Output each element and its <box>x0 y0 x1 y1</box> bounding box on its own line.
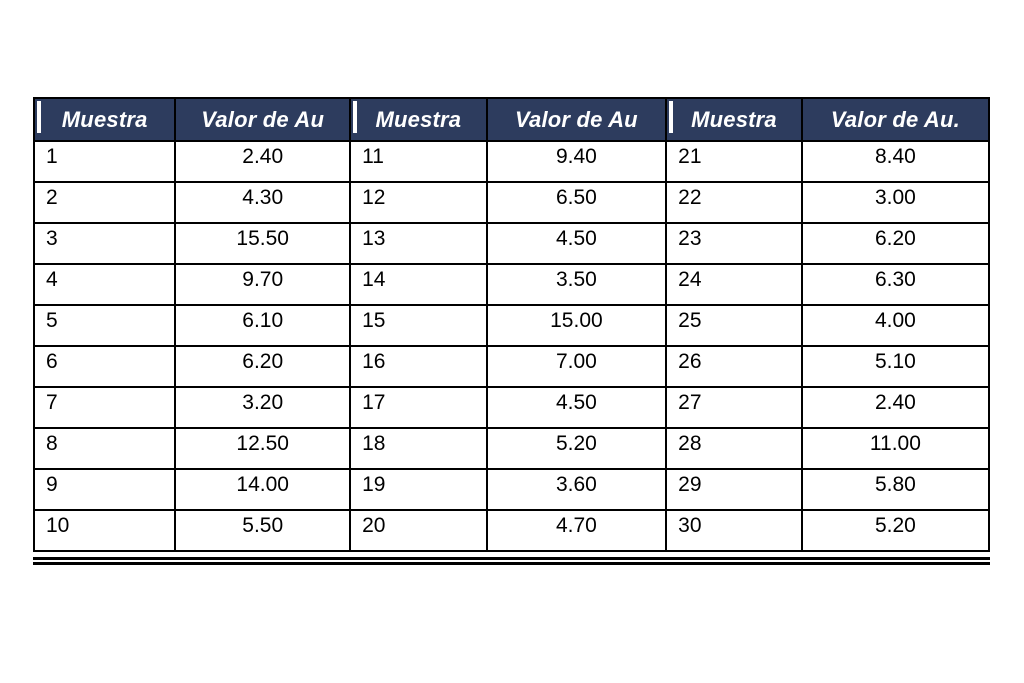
muestra-cell: 9 <box>34 469 175 510</box>
valor-cell: 6.20 <box>175 346 350 387</box>
valor-cell: 5.20 <box>802 510 989 551</box>
header-valor-3: Valor de Au. <box>802 98 989 141</box>
table-row <box>34 182 989 223</box>
muestra-cell: 24 <box>666 264 802 305</box>
table-bottom-double-rule <box>33 557 990 565</box>
muestra-cell: 14 <box>350 264 487 305</box>
valor-cell: 8.40 <box>802 141 989 182</box>
valor-cell: 4.00 <box>802 305 989 346</box>
valor-cell: 11.00 <box>802 428 989 469</box>
valor-cell: 2.40 <box>802 387 989 428</box>
header-muestra-2: Muestra <box>350 98 487 141</box>
table-row <box>34 264 989 305</box>
valor-cell: 6.50 <box>487 182 667 223</box>
valor-cell: 5.10 <box>802 346 989 387</box>
muestra-cell: 23 <box>666 223 802 264</box>
muestra-cell: 17 <box>350 387 487 428</box>
table-body <box>34 141 989 551</box>
muestra-cell: 11 <box>350 141 487 182</box>
gold-values-table <box>33 97 990 552</box>
muestra-cell: 1 <box>34 141 175 182</box>
muestra-cell: 26 <box>666 346 802 387</box>
valor-cell: 4.50 <box>487 223 667 264</box>
muestra-cell: 6 <box>34 346 175 387</box>
muestra-cell: 20 <box>350 510 487 551</box>
muestra-cell: 19 <box>350 469 487 510</box>
header-muestra-3: Muestra <box>666 98 802 141</box>
table-row <box>34 387 989 428</box>
header-muestra-1: Muestra <box>34 98 175 141</box>
valor-cell: 9.70 <box>175 264 350 305</box>
muestra-cell: 28 <box>666 428 802 469</box>
valor-cell: 15.50 <box>175 223 350 264</box>
muestra-cell: 10 <box>34 510 175 551</box>
muestra-cell: 13 <box>350 223 487 264</box>
valor-cell: 2.40 <box>175 141 350 182</box>
gold-values-table-container <box>33 97 990 565</box>
valor-cell: 12.50 <box>175 428 350 469</box>
muestra-cell: 21 <box>666 141 802 182</box>
valor-cell: 5.20 <box>487 428 667 469</box>
muestra-cell: 4 <box>34 264 175 305</box>
valor-cell: 4.30 <box>175 182 350 223</box>
muestra-cell: 30 <box>666 510 802 551</box>
muestra-cell: 8 <box>34 428 175 469</box>
muestra-cell: 18 <box>350 428 487 469</box>
muestra-cell: 22 <box>666 182 802 223</box>
muestra-cell: 16 <box>350 346 487 387</box>
header-valor-2: Valor de Au <box>487 98 667 141</box>
valor-cell: 4.50 <box>487 387 667 428</box>
table-row <box>34 141 989 182</box>
valor-cell: 9.40 <box>487 141 667 182</box>
muestra-cell: 12 <box>350 182 487 223</box>
valor-cell: 6.20 <box>802 223 989 264</box>
table-row <box>34 469 989 510</box>
muestra-cell: 15 <box>350 305 487 346</box>
muestra-cell: 3 <box>34 223 175 264</box>
muestra-cell: 27 <box>666 387 802 428</box>
valor-cell: 3.20 <box>175 387 350 428</box>
valor-cell: 3.00 <box>802 182 989 223</box>
muestra-cell: 25 <box>666 305 802 346</box>
valor-cell: 6.10 <box>175 305 350 346</box>
valor-cell: 3.60 <box>487 469 667 510</box>
valor-cell: 5.80 <box>802 469 989 510</box>
muestra-cell: 7 <box>34 387 175 428</box>
valor-cell: 7.00 <box>487 346 667 387</box>
muestra-cell: 2 <box>34 182 175 223</box>
valor-cell: 4.70 <box>487 510 667 551</box>
muestra-cell: 5 <box>34 305 175 346</box>
table-row <box>34 223 989 264</box>
table-header <box>34 98 989 141</box>
header-valor-1: Valor de Au <box>175 98 350 141</box>
header-row <box>34 98 989 141</box>
table-row <box>34 305 989 346</box>
muestra-cell: 29 <box>666 469 802 510</box>
valor-cell: 14.00 <box>175 469 350 510</box>
valor-cell: 6.30 <box>802 264 989 305</box>
valor-cell: 15.00 <box>487 305 667 346</box>
table-row <box>34 510 989 551</box>
table-row <box>34 428 989 469</box>
valor-cell: 3.50 <box>487 264 667 305</box>
valor-cell: 5.50 <box>175 510 350 551</box>
table-row <box>34 346 989 387</box>
